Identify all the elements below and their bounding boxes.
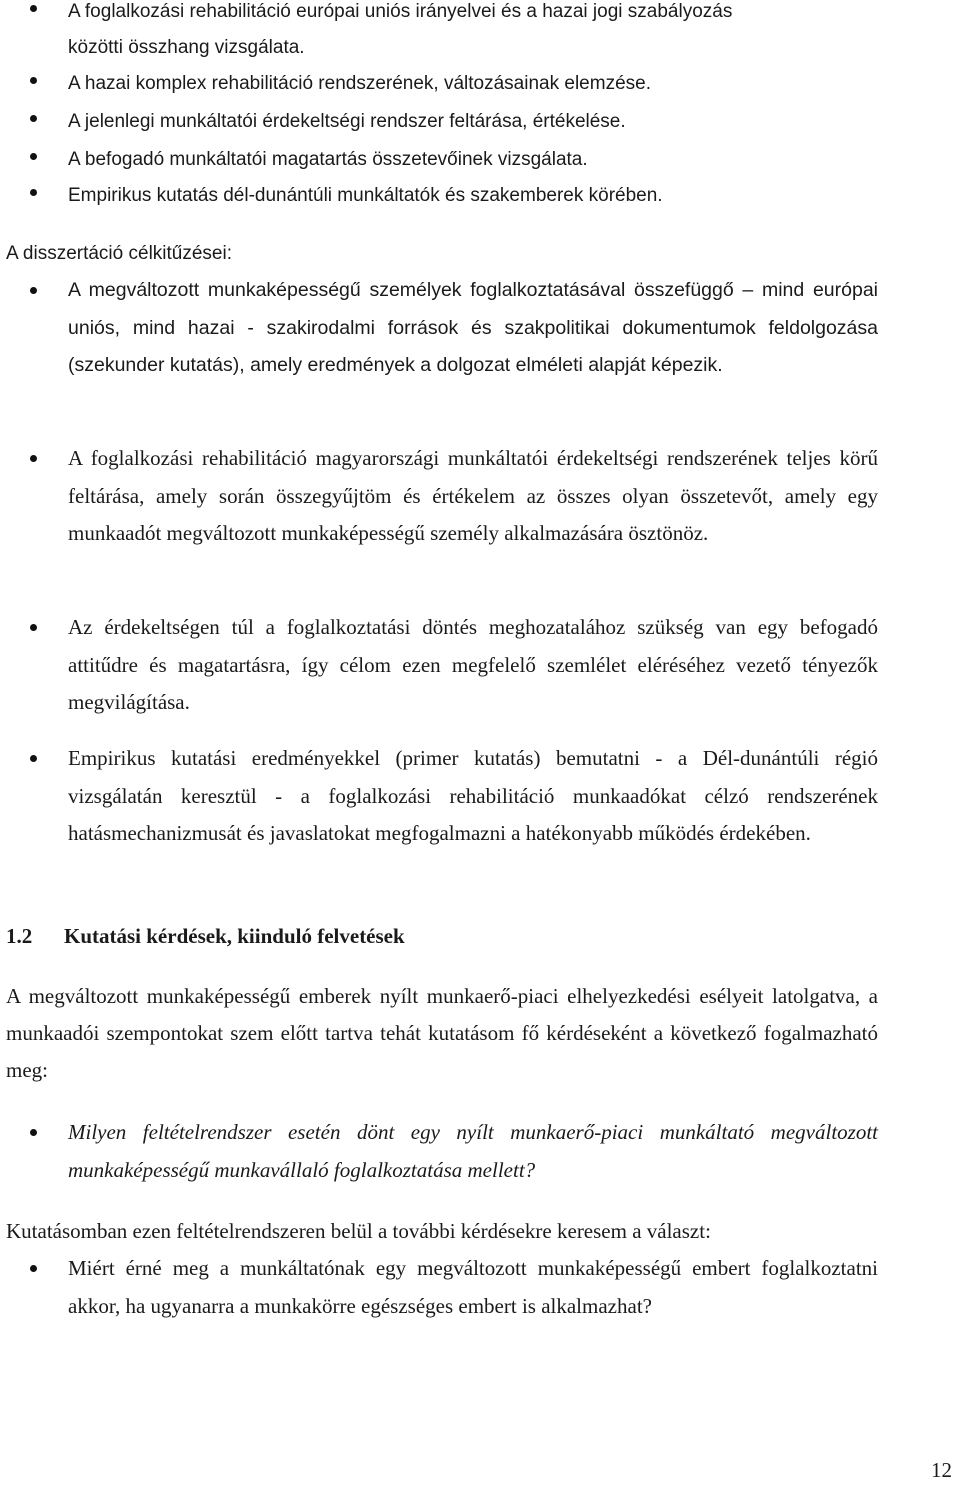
list-item-text bbox=[68, 0, 888, 66]
bullet-icon bbox=[30, 755, 37, 762]
text-line: közötti összhang vizsgálata. bbox=[68, 37, 305, 58]
goal-text: A megváltozott munkaképességű személyek foglalkoztatásával összefüggő – mind európai uniós, mind hazai - szakirodalmi források és szakpolitikai dokumentumok feldolgozása (szekunder kutatás), amely eredmények a dolgozat elméleti alapját képezik. bbox=[68, 279, 878, 376]
list-item-text: A hazai komplex rehabilitáció rendszerének, változásainak elemzése. bbox=[68, 73, 651, 94]
page-number: 12 bbox=[931, 1458, 952, 1482]
bullet-icon bbox=[30, 115, 37, 122]
list-item-text: A jelenlegi munkáltatói érdekeltségi rendszer feltárása, értékelése. bbox=[68, 111, 626, 132]
further-questions-intro: Kutatásomban ezen feltételrendszeren belül a további kérdésekre keresem a választ: bbox=[6, 1219, 711, 1243]
bullet-icon bbox=[30, 455, 37, 462]
further-question-text: Miért érné meg a munkáltatónak egy megváltozott munkaképességű embert foglalkoztatni akkor, ha ugyanarra a munkakörre egészséges embert is alkalmazhat? bbox=[68, 1256, 878, 1318]
bullet-icon bbox=[30, 153, 37, 160]
goals-intro: A disszertáció célkitűzései: bbox=[6, 243, 232, 264]
goal-text: Az érdekeltségen túl a foglalkoztatási döntés meghozatalához szükség van egy befogadó attitűdre és magatartásra, így célom ezen megfelelő szemlélet eléréséhez vezető tényezők megvilágítása. bbox=[68, 615, 878, 714]
section-number: 1.2 bbox=[6, 924, 33, 948]
bullet-icon bbox=[30, 624, 37, 631]
goal-text: Empirikus kutatási eredményekkel (primer kutatás) bemutatni - a Dél-dunántúli régió vizsgálatán keresztül - a foglalkozási rehabilitáció munkaadókat célzó rendszerének hatásmechanizmusát és javaslatokat megfogalmazni a hatékonyabb működés érdekében. bbox=[68, 746, 878, 845]
list-item-text: A befogadó munkáltatói magatartás összetevőinek vizsgálata. bbox=[68, 149, 588, 170]
goal-text: A foglalkozási rehabilitáció magyarországi munkáltatói érdekeltségi rendszerének teljes körű feltárása, amely során összegyűjtöm és értékelem az összes olyan összetevőt, amely egy munkaadót megváltozott munkaképességű személy alkalmazására ösztönöz. bbox=[68, 446, 878, 545]
bullet-icon bbox=[30, 287, 37, 294]
bullet-icon bbox=[30, 1129, 37, 1136]
section-heading bbox=[6, 918, 405, 954]
section-paragraph: A megváltozott munkaképességű emberek nyílt munkaerő-piaci elhelyezkedési esélyeit latolgatva, a munkaadói szempontokat szem előtt tartva tehát kutatásom fő kérdéseként a következő fogalmazható meg: bbox=[6, 984, 878, 1082]
text-line: A foglalkozási rehabilitáció európai uniós irányelvei és a hazai jogi szabályozás bbox=[68, 1, 733, 22]
bullet-icon bbox=[30, 5, 37, 12]
bullet-icon bbox=[30, 77, 37, 84]
section-title: Kutatási kérdések, kiinduló felvetések bbox=[64, 924, 405, 948]
bullet-icon bbox=[30, 189, 37, 196]
bullet-icon bbox=[30, 1265, 37, 1272]
list-item-text: Empirikus kutatás dél-dunántúli munkáltatók és szakemberek körében. bbox=[68, 185, 663, 206]
main-question-text: Milyen feltételrendszer esetén dönt egy nyílt munkaerő-piaci munkáltató megváltozott munkaképességű munkavállaló foglalkoztatása mellett? bbox=[68, 1120, 878, 1182]
